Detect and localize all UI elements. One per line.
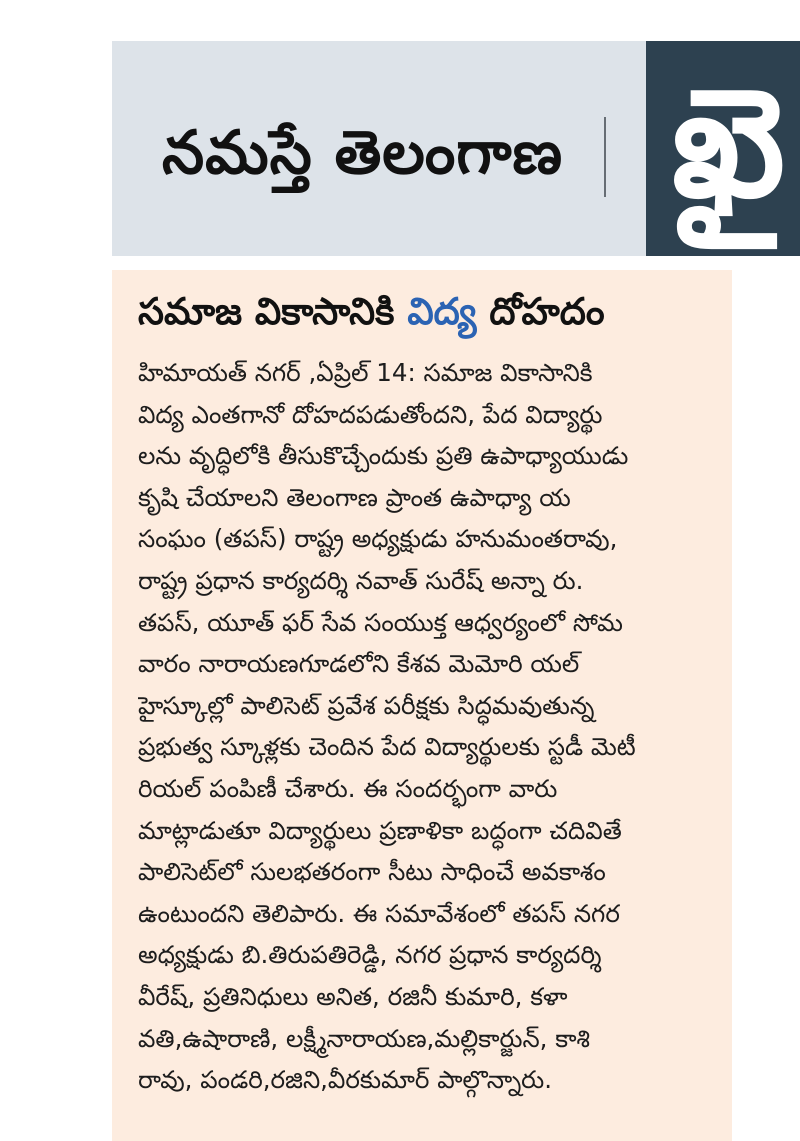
- body-line: వతి,ఉషారాణి, లక్ష్మీనారాయణ,మల్లికార్జున్, కాశి: [138, 1023, 590, 1053]
- body-line: ఉంటుందని తెలిపారు. ఈ సమావేశంలో తపస్ నగర: [138, 898, 620, 928]
- body-line: సంఘం (తపస్) రాష్ట్ర అధ్యక్షుడు హనుమంతరావు,: [138, 524, 618, 554]
- body-line: హైస్కూల్లో పాలిసెట్ ప్రవేశ పరీక్షకు సిద్ధమవుతున్న: [138, 690, 595, 720]
- body-line: రావు, పండరి,రజిని,వీరకుమార్ పాల్గొన్నారు.: [138, 1065, 552, 1095]
- body-line: పాలిసెట్‌లో సులభతరంగా సీటు సాధించే అవకాశం: [138, 857, 606, 887]
- body-line: విద్య ఎంతగానో దోహదపడుతోందని, పేద విద్యార్థు: [138, 399, 603, 429]
- headline-part-1: సమాజ వికాసానికి: [138, 290, 408, 333]
- newspaper-logo: నమస్తే తెలంగాణ: [162, 118, 564, 188]
- body-line: మాట్లాడుతూ విద్యార్థులు ప్రణాళికా బద్ధంగా చదివితే: [138, 815, 622, 845]
- body-line: ప్రభుత్వ స్కూళ్లకు చెందిన పేద విద్యార్థులకు స్టడీ మెటీ: [138, 732, 636, 762]
- section-glyph: ఖై: [672, 57, 786, 231]
- masthead-divider: [604, 117, 606, 197]
- body-line: వీరేష్, ప్రతినిధులు అనిత, రజినీ కుమారి, కళా: [138, 981, 568, 1011]
- headline-part-2: దోహదం: [476, 290, 605, 333]
- body-line: లను వృద్ధిలోకి తీసుకొచ్చేందుకు ప్రతి ఉపాధ్యాయుడు: [138, 441, 629, 471]
- headline-accent-word: విద్య: [407, 290, 477, 333]
- masthead-banner: [112, 41, 646, 256]
- article-body: [138, 352, 718, 1101]
- body-line: హిమాయత్ నగర్ ,ఏప్రిల్ 14: సమాజ వికాసానికి: [138, 358, 593, 387]
- body-line: కృషి చేయాలని తెలంగాణ ప్రాంత ఉపాధ్యా య: [138, 482, 571, 512]
- section-badge: [646, 41, 800, 256]
- body-line: రాష్ట్ర ప్రధాన కార్యదర్శి నవాత్ సురేష్ అన్నా రు.: [138, 565, 584, 595]
- body-line: వారం నారాయణగూడలోని కేశవ మెమోరి యల్: [138, 649, 580, 679]
- body-line: అధ్యక్షుడు బి.తిరుపతిరెడ్డి, నగర ప్రధాన కార్యదర్శి: [138, 940, 602, 970]
- body-line: తపస్, యూత్ ఫర్ సేవ సంయుక్త ఆధ్వర్యంలో సోమ: [138, 607, 623, 637]
- article-headline: [138, 280, 605, 344]
- body-line: రియల్ పంపిణీ చేశారు. ఈ సందర్భంగా వారు: [138, 773, 558, 803]
- article: [112, 270, 732, 1141]
- masthead: [112, 41, 800, 256]
